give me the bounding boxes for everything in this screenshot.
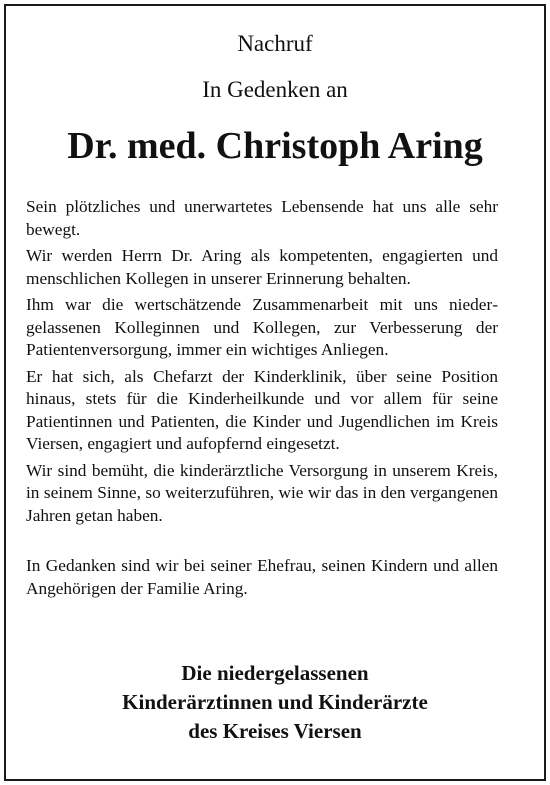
signature-line-3: des Kreises Viersen [188,719,362,743]
notice-body [26,196,498,604]
paragraph-4: Er hat sich, als Chefarzt der Kinderklinik, über seine Position hinaus, stets für die Kinderheilkunde und vor allem für seine Patientinnen und Patienten, die Kinder und Jugendlichen im Kreis Viersen, engagiert und aufopfernd eingesetzt. [26,366,498,453]
condolence-paragraph: In Gedanken sind wir bei seiner Ehefrau, seinen Kindern und allen Angehörigen der Familie Aring. [26,556,498,598]
signature-block [0,659,550,746]
notice-subheading: In Gedenken an [202,77,348,102]
paragraph-2: Wir werden Herrn Dr. Aring als kompetenten, engagierten und menschlichen Kollegen in unserer Erinnerung behalten. [26,246,498,288]
signature-line-2: Kinderärztinnen und Kinderärzte [122,690,428,714]
paragraph-1: Sein plötzliches und unerwartetes Lebensende hat uns alle sehr bewegt. [26,197,498,239]
paragraph-5: Wir sind bemüht, die kinderärztliche Versorgung in unserem Kreis, in seinem Sinne, so weiterzuführen, wie wir das in den vergangenen Jahren getan haben. [26,460,498,525]
deceased-name: Dr. med. Christoph Aring [67,125,483,167]
paragraph-3: Ihm war die wertschätzende Zusammenarbeit mit uns niedergelassenen Kolleginnen und Kollegen, zur Verbesserung der Patientenversorgung, immer ein wichtiges Anliegen. [26,295,498,359]
notice-heading: Nachruf [237,31,313,56]
signature-line-1: Die niedergelassenen [181,661,369,685]
